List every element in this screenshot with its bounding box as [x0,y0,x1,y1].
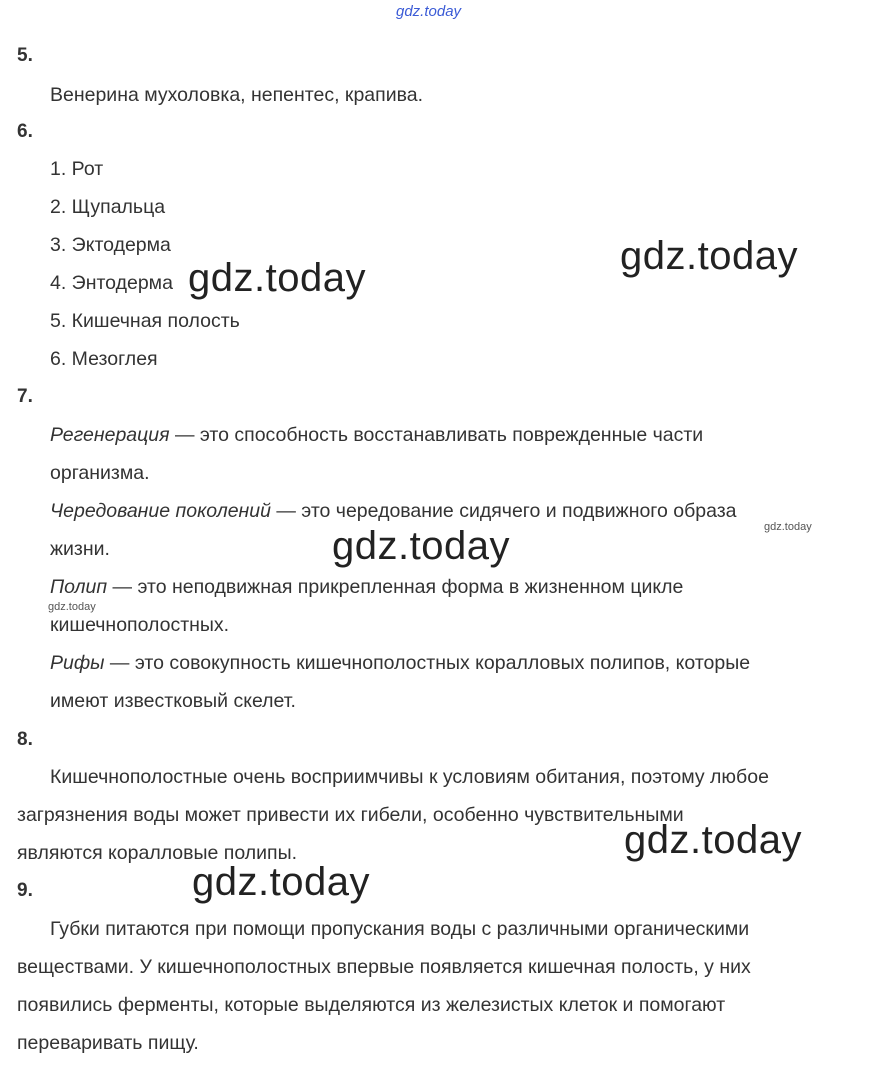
paragraph-line: появились ферменты, которые выделяются из железистых клеток и помогают [17,994,726,1016]
answer-5: Венерина мухоловка, непентес, крапива. [50,84,424,106]
paragraph-line: переваривать пищу. [17,1032,199,1054]
list-item: 4. Энтодерма [50,272,173,294]
definition-term: Регенерация [50,424,170,446]
question-number-6: 6. [17,121,33,142]
definition-continuation: жизни. [50,538,110,560]
definition-text: — это способность восстанавливать поврежденные части [169,424,704,446]
definition-term: Полип [50,576,108,598]
list-item: 5. Кишечная полость [50,310,240,332]
definition-continuation: организма. [50,462,150,484]
definition-line [50,424,703,447]
watermark: gdz.today [192,860,370,904]
definition-text: — это совокупность кишечнополостных коралловых полипов, которые [104,652,751,674]
paragraph-line: Кишечнополостные очень восприимчивы к условиям обитания, поэтому любое [50,766,769,788]
definition-continuation: кишечнополостных. [50,614,230,636]
watermark: gdz.today [332,524,510,568]
definition-line [50,652,750,675]
definition-term: Чередование поколений [50,500,271,522]
list-item: 3. Эктодерма [50,234,171,256]
watermark-small: gdz.today [764,521,812,533]
watermark-top: gdz.today [396,3,462,20]
definition-text: — это неподвижная прикрепленная форма в жизненном цикле [107,576,684,598]
definition-continuation: имеют известковый скелет. [50,690,296,712]
watermark-small: gdz.today [48,601,96,613]
question-number-7: 7. [17,386,33,407]
paragraph-line: Губки питаются при помощи пропускания воды с различными органическими [50,918,750,940]
list-item: 6. Мезоглея [50,348,158,370]
definition-line [50,576,683,599]
question-number-8: 8. [17,729,33,750]
list-item: 1. Рот [50,158,104,180]
definition-term: Рифы [50,652,105,674]
paragraph-line: загрязнения воды может привести их гибели, особенно чувствительными [17,804,684,826]
definition-text: — это чередование сидячего и подвижного образа [270,500,737,522]
watermark: gdz.today [188,256,366,300]
paragraph-line: веществами. У кишечнополостных впервые появляется кишечная полость, у них [17,956,751,978]
paragraph-line: являются коралловые полипы. [17,842,298,864]
definition-line [50,500,737,523]
question-number-9: 9. [17,880,33,901]
watermark: gdz.today [620,234,798,278]
list-item: 2. Щупальца [50,196,166,218]
watermark: gdz.today [624,818,802,862]
question-number-5: 5. [17,45,33,66]
